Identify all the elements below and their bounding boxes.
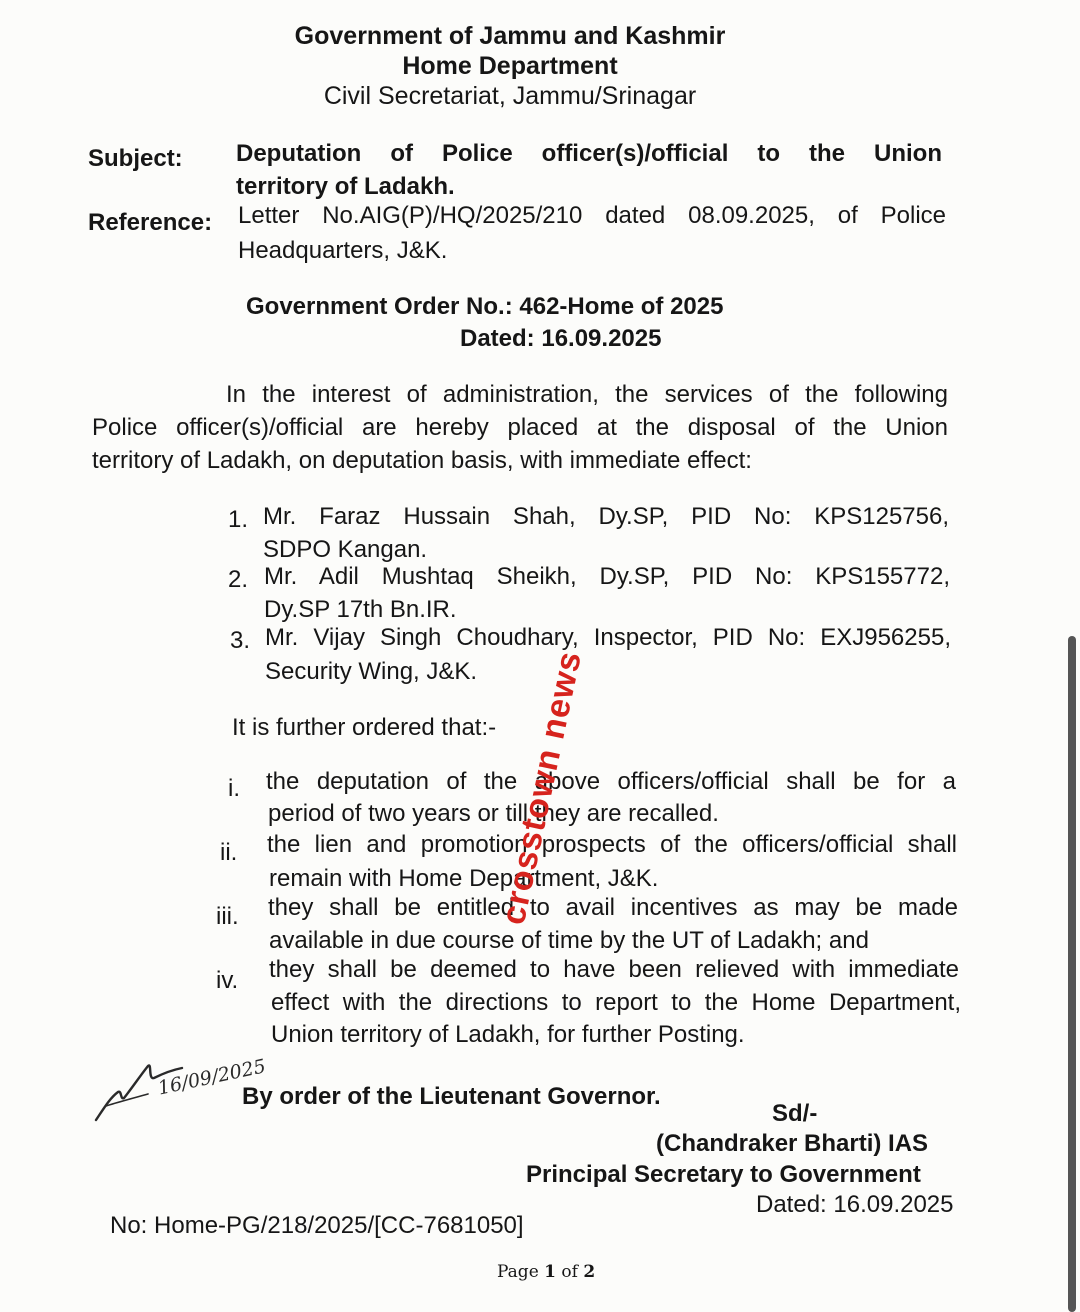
page-number [497,1262,595,1282]
signatory-designation: Principal Secretary to Government [526,1161,921,1188]
list-item-line: Mr. Faraz Hussain Shah, Dy.SP, PID No: KPS125756, [263,503,949,530]
intro-line-2: Police officer(s)/official are hereby placed at the disposal of the Union [92,414,948,441]
reference-label: Reference: [88,209,213,236]
list-item-line: remain with Home Department, J&K. [269,865,659,892]
watermark-text: crosstown news [494,647,590,928]
signatory-name: (Chandraker Bharti) IAS [656,1130,929,1157]
list-item-line: Mr. Adil Mushtaq Sheikh, Dy.SP, PID No: KPS155772, [264,563,950,590]
handwritten-date: 16/09/2025 [156,1055,268,1100]
list-item-line: Dy.SP 17th Bn.IR. [264,596,457,623]
department-title: Home Department [402,52,618,80]
page-total: 2 [583,1262,596,1282]
intro-line-3: territory of Ladakh, on deputation basis, with immediate effect: [92,447,752,474]
list-item-line: available in due course of time by the UT of Ladakh; and [269,927,869,954]
order-date: Dated: 16.09.2025 [460,325,662,352]
subject-label: Subject: [88,145,183,172]
list-item-line: the deputation of the above officers/official shall be for a [266,768,956,795]
govt-title: Government of Jammu and Kashmir [294,22,726,50]
list-item-number: 2. [228,566,249,593]
list-item-number: i. [228,775,240,802]
subject-line-1: Deputation of Police officer(s)/official to the Union [236,140,942,167]
list-item-line: Union territory of Ladakh, for further Posting. [271,1021,745,1048]
signature-date: Dated: 16.09.2025 [756,1191,954,1218]
reference-line-1: Letter No.AIG(P)/HQ/2025/210 dated 08.09.2025, of Police [238,202,946,229]
scrollbar[interactable] [1068,636,1076,1312]
list-item-line: Mr. Vijay Singh Choudhary, Inspector, PID No: EXJ956255, [265,624,951,651]
list-item-line: SDPO Kangan. [263,536,428,563]
list-item-number: iv. [216,967,239,994]
page-of: of [556,1262,584,1282]
list-item-number: iii. [216,903,239,930]
list-item-line: period of two years or till they are recalled. [268,800,719,827]
list-item-line: they shall be entitled to avail incentives as may be made [268,894,958,921]
page-current: 1 [544,1262,557,1282]
by-order-line: By order of the Lieutenant Governor. [242,1083,661,1110]
order-number: Government Order No.: 462-Home of 2025 [246,293,724,320]
list-item-number: 1. [228,506,249,533]
list-item-line: effect with the directions to report to the Home Department, [271,989,961,1016]
file-number: No: Home-PG/218/2025/[CC-7681050] [110,1212,524,1239]
list-item-line: Security Wing, J&K. [265,658,478,685]
page-prefix: Page [497,1262,545,1282]
list-item-number: ii. [220,839,238,866]
list-item-line: the lien and promotion prospects of the officers/official shall [267,831,957,858]
reference-line-2: Headquarters, J&K. [238,237,448,264]
further-ordered-heading: It is further ordered that:- [232,714,497,741]
intro-line-1: In the interest of administration, the services of the following [226,381,948,408]
list-item-number: 3. [230,627,251,654]
signed-mark: Sd/- [772,1100,818,1127]
subject-line-2: territory of Ladakh. [236,173,455,200]
secretariat-address: Civil Secretariat, Jammu/Srinagar [323,82,697,110]
list-item-line: they shall be deemed to have been relieved with immediate [269,956,959,983]
